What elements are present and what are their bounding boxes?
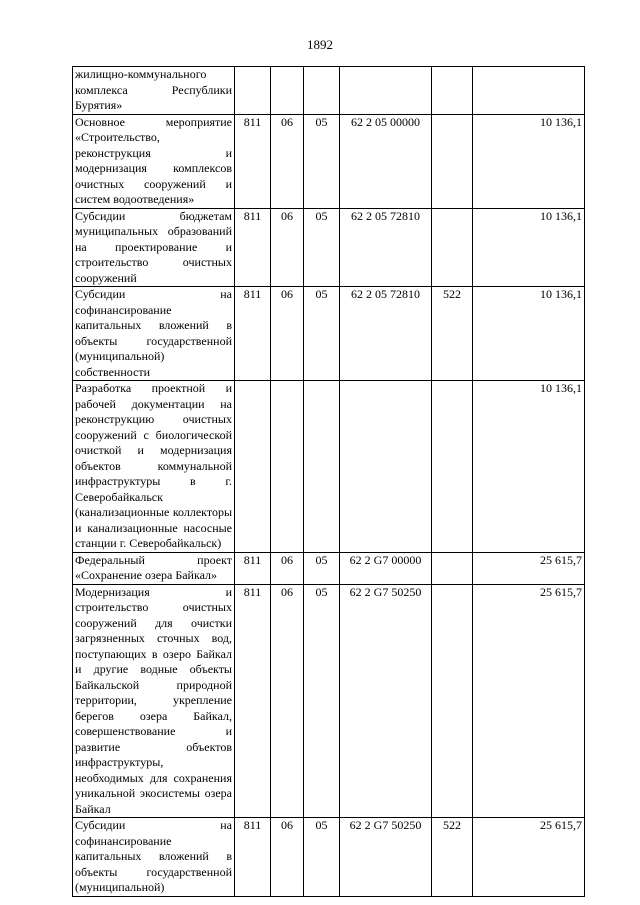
expense-type-cell: [432, 552, 473, 584]
amount-cell: 25 615,7: [473, 818, 585, 897]
grbs-code-cell: 811: [235, 584, 271, 818]
table-row: [73, 818, 585, 897]
target-article-cell: 62 2 05 72810: [340, 208, 432, 287]
subsection-code-cell: 05: [304, 584, 340, 818]
target-article-cell: 62 2 05 00000: [340, 114, 432, 208]
row-name-cell: Основное мероприятие «Строительство, реконструкция и модернизация комплексов очистных сооружений и систем водоотведения»: [73, 114, 235, 208]
row-name-cell: Разработка проектной и рабочей документации на реконструкцию очистных сооружений с биологической очисткой и модернизация объектов коммунальной инфраструктуры в г. Северобайкальск (канализационные коллекторы и канализационные насосные станции г. Северобайкальск): [73, 381, 235, 553]
subsection-code-cell: [304, 381, 340, 553]
page-number: 1892: [307, 37, 333, 52]
table-row: [73, 67, 585, 115]
table-row: [73, 381, 585, 553]
target-article-cell: 62 2 05 72810: [340, 287, 432, 381]
section-code-cell: 06: [271, 208, 304, 287]
table-row: [73, 584, 585, 818]
expense-type-cell: [432, 381, 473, 553]
section-code-cell: 06: [271, 287, 304, 381]
table-body: [73, 67, 585, 897]
grbs-code-cell: 811: [235, 552, 271, 584]
expense-type-cell: [432, 114, 473, 208]
section-code-cell: 06: [271, 818, 304, 897]
table-row: [73, 552, 585, 584]
grbs-code-cell: 811: [235, 818, 271, 897]
row-name-cell: Субсидии на софинансирование капитальных вложений в объекты государственной (муниципальной): [73, 818, 235, 897]
amount-cell: 25 615,7: [473, 552, 585, 584]
amount-cell: 10 136,1: [473, 208, 585, 287]
row-name-cell: Модернизация и строительство очистных сооружений для очистки загрязненных сточных вод, поступающих в озеро Байкал и другие водные объекты Байкальской природной территории, укрепление берегов озера Байкал, совершенствование и развитие объектов инфраструктуры, необходимых для сохранения уникальной экосистемы озера Байкал: [73, 584, 235, 818]
target-article-cell: [340, 381, 432, 553]
row-name-cell: жилищно-коммунального комплекса Республики Бурятия»: [73, 67, 235, 115]
expense-type-cell: [432, 584, 473, 818]
subsection-code-cell: 05: [304, 818, 340, 897]
amount-cell: 10 136,1: [473, 287, 585, 381]
row-name-cell: Субсидии на софинансирование капитальных вложений в объекты государственной (муниципальной) собственности: [73, 287, 235, 381]
grbs-code-cell: 811: [235, 114, 271, 208]
amount-cell: 25 615,7: [473, 584, 585, 818]
section-code-cell: [271, 67, 304, 115]
subsection-code-cell: 05: [304, 208, 340, 287]
row-name-cell: Федеральный проект «Сохранение озера Байкал»: [73, 552, 235, 584]
expense-type-cell: 522: [432, 287, 473, 381]
expense-type-cell: [432, 67, 473, 115]
grbs-code-cell: 811: [235, 287, 271, 381]
section-code-cell: 06: [271, 584, 304, 818]
grbs-code-cell: [235, 67, 271, 115]
table-row: [73, 114, 585, 208]
target-article-cell: 62 2 G7 00000: [340, 552, 432, 584]
grbs-code-cell: [235, 381, 271, 553]
subsection-code-cell: 05: [304, 114, 340, 208]
section-code-cell: 06: [271, 552, 304, 584]
expense-type-cell: 522: [432, 818, 473, 897]
subsection-code-cell: 05: [304, 287, 340, 381]
amount-cell: [473, 67, 585, 115]
budget-table: [72, 66, 585, 897]
amount-cell: 10 136,1: [473, 114, 585, 208]
section-code-cell: 06: [271, 114, 304, 208]
target-article-cell: 62 2 G7 50250: [340, 818, 432, 897]
table-row: [73, 287, 585, 381]
section-code-cell: [271, 381, 304, 553]
amount-cell: 10 136,1: [473, 381, 585, 553]
target-article-cell: 62 2 G7 50250: [340, 584, 432, 818]
expense-type-cell: [432, 208, 473, 287]
subsection-code-cell: [304, 67, 340, 115]
target-article-cell: [340, 67, 432, 115]
table-row: [73, 208, 585, 287]
grbs-code-cell: 811: [235, 208, 271, 287]
row-name-cell: Субсидии бюджетам муниципальных образований на проектирование и строительство очистных сооружений: [73, 208, 235, 287]
subsection-code-cell: 05: [304, 552, 340, 584]
